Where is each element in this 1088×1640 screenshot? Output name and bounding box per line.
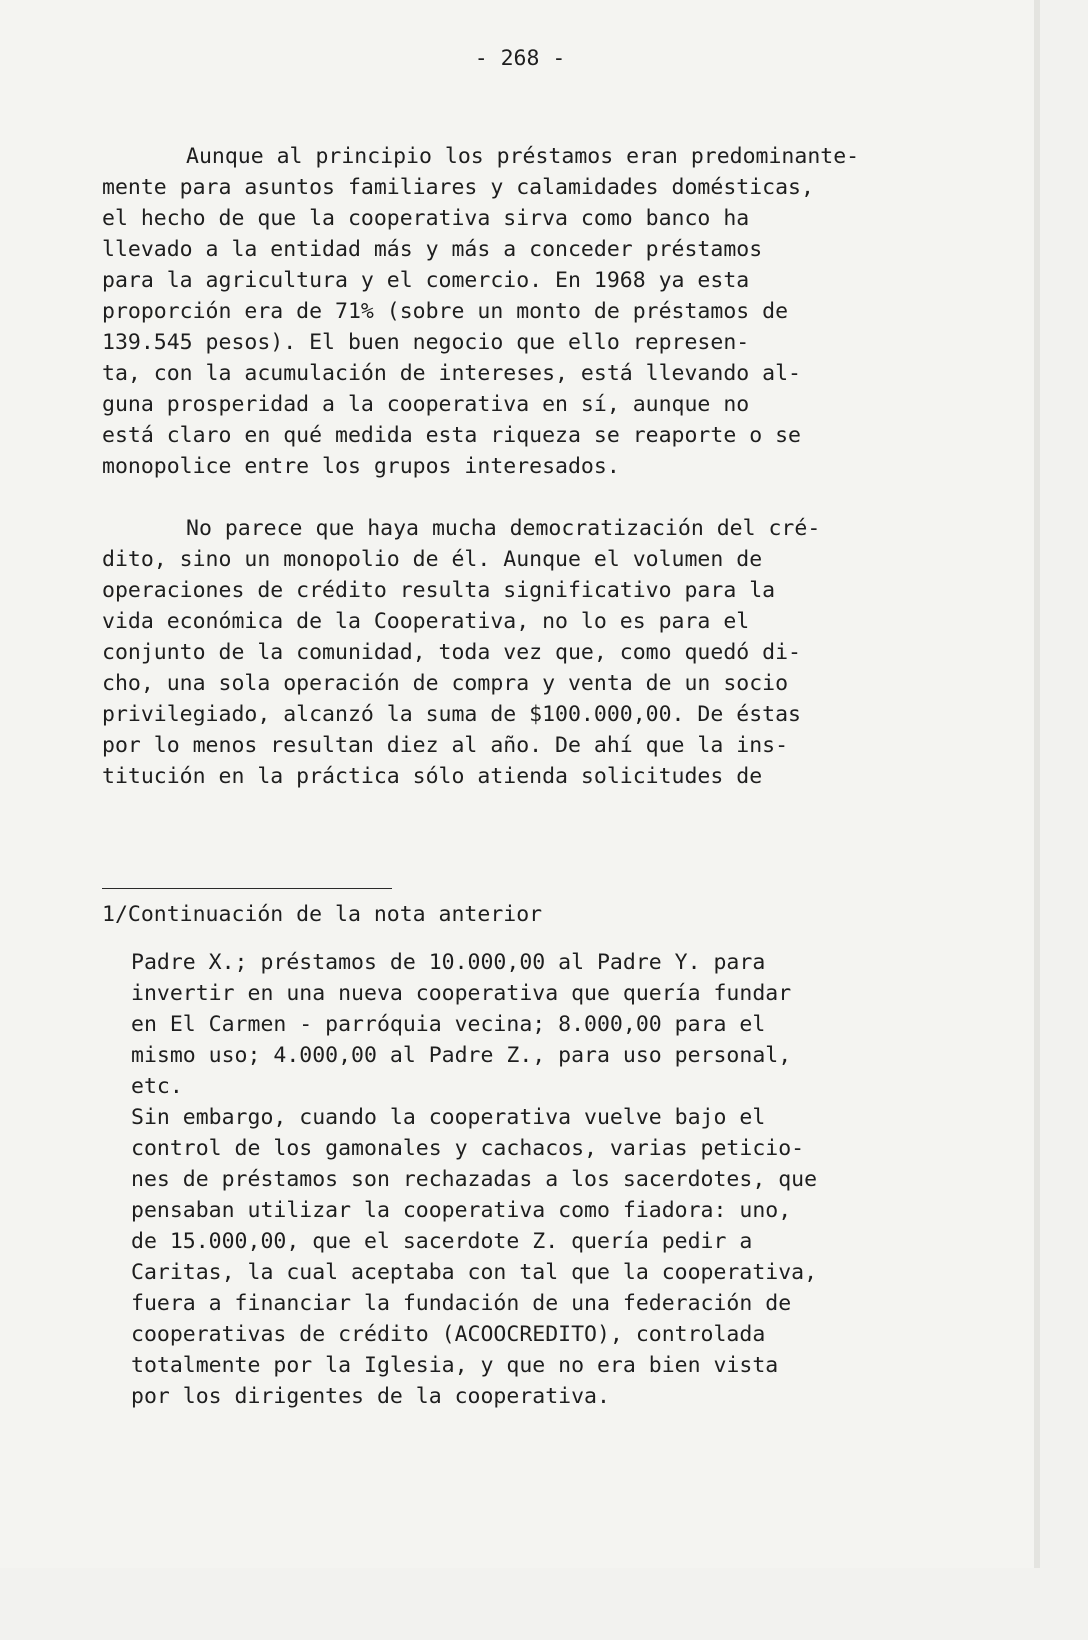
footnote-heading: 1/Continuación de la nota anterior	[102, 902, 543, 927]
text-line: ta, con la acumulación de intereses, está llevando al-	[102, 361, 801, 386]
text-line: Aunque al principio los préstamos eran predominante-	[186, 144, 860, 169]
text-line: por los dirigentes de la cooperativa.	[131, 1384, 610, 1409]
text-line: control de los gamonales y cachacos, varias peticio-	[131, 1136, 805, 1161]
text-line: Padre X.; préstamos de 10.000,00 al Padre Y. para	[131, 950, 766, 975]
text-line: de 15.000,00, que el sacerdote Z. quería pedir a	[131, 1229, 753, 1254]
text-line: pensaban utilizar la cooperativa como fiadora: uno,	[131, 1198, 792, 1223]
text-line: para la agricultura y el comercio. En 1968 ya esta	[102, 268, 750, 293]
text-line: mente para asuntos familiares y calamidades domésticas,	[102, 175, 814, 200]
text-line: Caritas, la cual aceptaba con tal que la cooperativa,	[131, 1260, 818, 1285]
text-line: el hecho de que la cooperativa sirva como banco ha	[102, 206, 750, 231]
text-line: conjunto de la comunidad, toda vez que, como quedó di-	[102, 640, 801, 665]
text-line: dito, sino un monopolio de él. Aunque el volumen de	[102, 547, 763, 572]
text-line: invertir en una nueva cooperativa que quería fundar	[131, 981, 792, 1006]
text-line: guna prosperidad a la cooperativa en sí, aunque no	[102, 392, 750, 417]
text-line: proporción era de 71% (sobre un monto de préstamos de	[102, 299, 789, 324]
text-line: está claro en qué medida esta riqueza se reaporte o se	[102, 423, 801, 448]
text-line: fuera a financiar la fundación de una federación de	[131, 1291, 792, 1316]
text-line: totalmente por la Iglesia, y que no era bien vista	[131, 1353, 779, 1378]
text-line: etc.	[131, 1074, 183, 1099]
text-line: Sin embargo, cuando la cooperativa vuelve bajo el	[131, 1105, 766, 1130]
text-line: monopolice entre los grupos interesados.	[102, 454, 620, 479]
text-line: nes de préstamos son rechazadas a los sacerdotes, que	[131, 1167, 818, 1192]
text-line: titución en la práctica sólo atienda solicitudes de	[102, 764, 763, 789]
text-line: No parece que haya mucha democratización del cré-	[186, 516, 821, 541]
text-line: llevado a la entidad más y más a conceder préstamos	[102, 237, 763, 262]
text-line: cooperativas de crédito (ACOOCREDITO), controlada	[131, 1322, 766, 1347]
text-line: mismo uso; 4.000,00 al Padre Z., para uso personal,	[131, 1043, 792, 1068]
text-line: en El Carmen - parróquia vecina; 8.000,00 para el	[131, 1012, 766, 1037]
text-line: operaciones de crédito resulta significativo para la	[102, 578, 776, 603]
footnote-rule	[102, 888, 392, 889]
text-line: vida económica de la Cooperativa, no lo es para el	[102, 609, 750, 634]
text-line: cho, una sola operación de compra y venta de un socio	[102, 671, 789, 696]
text-line: privilegiado, alcanzó la suma de $100.000,00. De éstas	[102, 702, 801, 727]
text-line: 139.545 pesos). El buen negocio que ello represen-	[102, 330, 750, 355]
text-line: por lo menos resultan diez al año. De ahí que la ins-	[102, 733, 789, 758]
page-edge	[1034, 0, 1040, 1568]
page-number: - 268 -	[474, 46, 566, 71]
